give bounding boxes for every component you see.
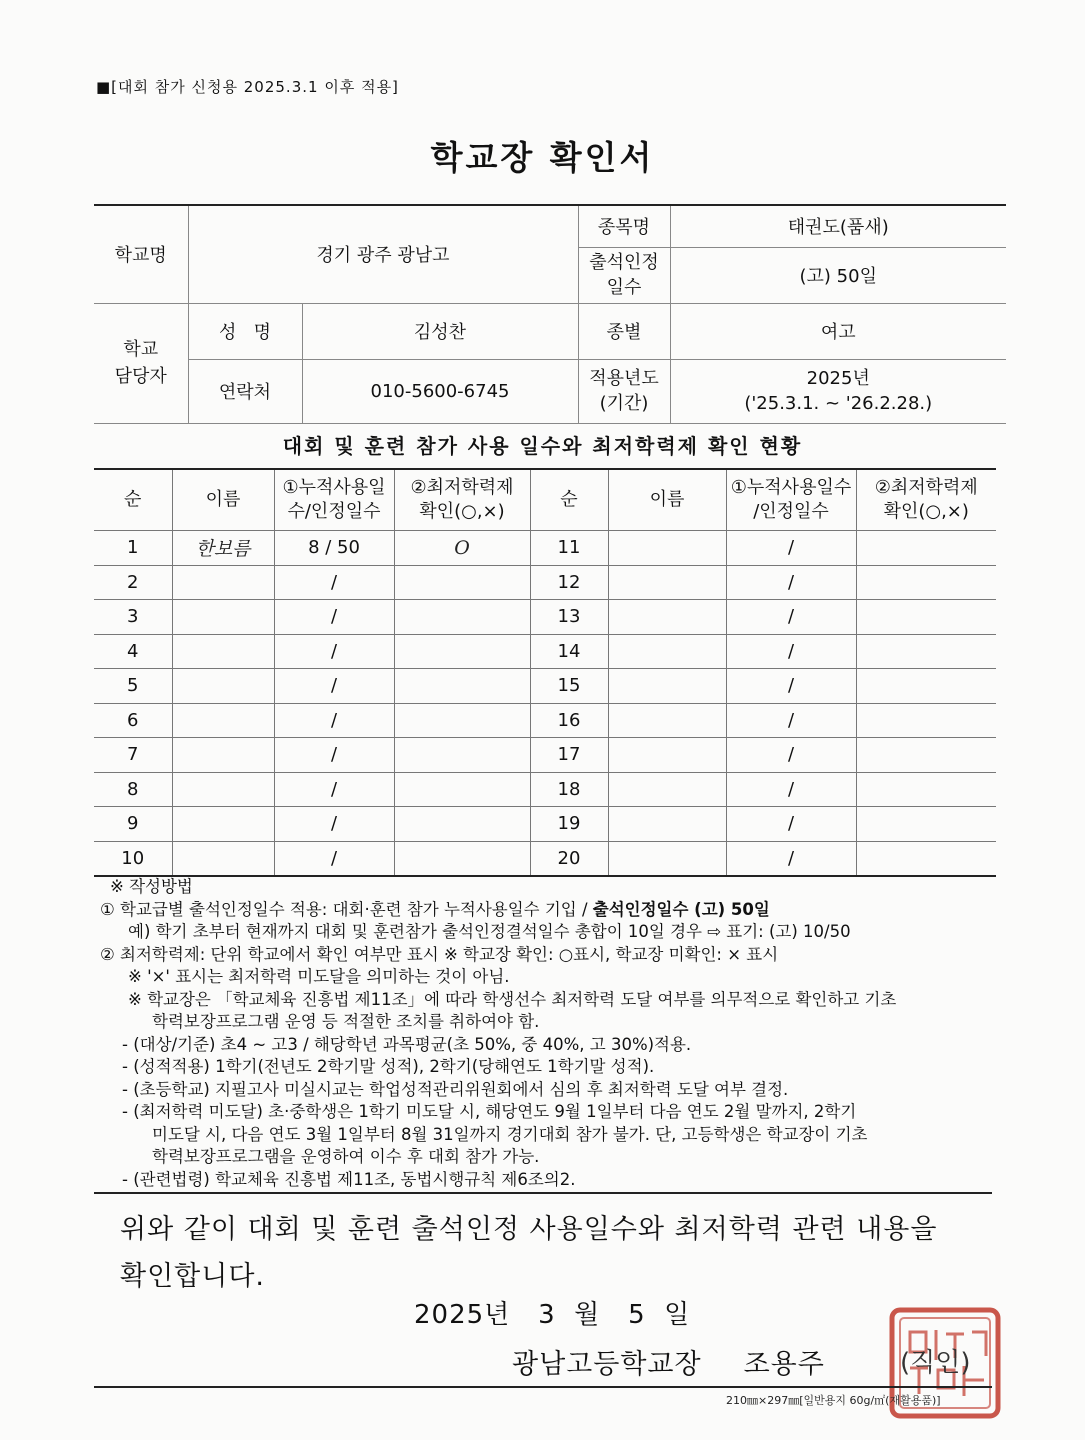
name-value: 김성찬: [302, 303, 578, 359]
cell-chk: [394, 738, 530, 773]
cell-chk: [856, 703, 996, 738]
detail-4b: 미도달 시, 다음 연도 3월 1일부터 8월 31일까지 경기대회 참가 불가. 단, 고등학생은 학교장이 기초: [152, 1124, 868, 1144]
cell-chk: [394, 772, 530, 807]
info-table: [94, 204, 1006, 424]
table-row: [94, 531, 996, 566]
cell-chk: [394, 841, 530, 876]
note-2-x: ※ '×' 표시는 최저학력 미도달을 의미하는 것이 아님.: [128, 967, 510, 986]
cell-chk: [856, 565, 996, 600]
date-month: 3: [538, 1300, 556, 1330]
cell-days: /: [274, 738, 394, 773]
cell-name: [608, 669, 726, 704]
divider: [94, 1386, 992, 1388]
cell-days: /: [726, 600, 856, 635]
cell-days: /: [274, 772, 394, 807]
col-header: 이름: [172, 469, 274, 531]
cell-name: [172, 634, 274, 669]
cell-days: /: [726, 738, 856, 773]
cell-chk: [394, 634, 530, 669]
table-row: [94, 669, 996, 704]
col-header: 순: [530, 469, 608, 531]
participant-table: [94, 468, 996, 877]
cell-n: 11: [530, 531, 608, 566]
col-header: ②최저학력제 확인(○,×): [394, 469, 530, 531]
note-2-law-2: 학력보장프로그램 운영 등 적절한 조치를 취하여야 함.: [152, 1012, 540, 1031]
note-2-law-1: ※ 학교장은 「학교체육 진흥법 제11조」에 따라 학생선수 최저학력 도달 여부를 의무적으로 확인하고 기초: [128, 989, 897, 1009]
cell-n: 20: [530, 841, 608, 876]
cell-chk: [856, 772, 996, 807]
cell-name: [172, 772, 274, 807]
cell-chk: [394, 600, 530, 635]
cell-chk: [856, 669, 996, 704]
cell-n: 1: [94, 531, 172, 566]
signer: [512, 1342, 825, 1381]
notes-heading: ※ 작성방법: [110, 877, 193, 896]
attendance-label: 출석인정 일수: [578, 247, 670, 303]
col-header: 순: [94, 469, 172, 531]
cell-n: 16: [530, 703, 608, 738]
detail-2: - (성적적용) 1학기(전년도 2학기말 성적), 2학기(당해연도 1학기말 성적).: [122, 1057, 655, 1076]
manager-label: 학교 담당자: [94, 303, 188, 423]
cell-name: [608, 807, 726, 842]
cell-chk: [394, 669, 530, 704]
cell-chk: [856, 807, 996, 842]
table-row: [94, 738, 996, 773]
date-day-unit: 일: [664, 1300, 691, 1330]
attendance-value: (고) 50일: [670, 247, 1006, 303]
cell-days: /: [726, 634, 856, 669]
cell-chk: [394, 807, 530, 842]
cell-days: /: [274, 669, 394, 704]
detail-4a: - (최저학력 미도달) 초·중학생은 1학기 미도달 시, 해당연도 9월 1일부터 다음 연도 2월 말까지, 2학기: [122, 1102, 857, 1121]
cell-name: [172, 565, 274, 600]
cell-days: /: [726, 841, 856, 876]
cell-name: 한보름: [172, 531, 274, 566]
detail-1: - (대상/기준) 초4 ~ 고3 / 해당학년 과목평균(초 50%, 중 40%, 고 30%)적용.: [122, 1034, 692, 1054]
cell-n: 7: [94, 738, 172, 773]
cell-chk: O: [394, 531, 530, 566]
cell-n: 9: [94, 807, 172, 842]
cell-chk: [856, 531, 996, 566]
cell-chk: [394, 703, 530, 738]
signer-name: 조용주: [743, 1349, 825, 1380]
detail-4c: 학력보장프로그램을 운영하여 이수 후 대회 참가 가능.: [152, 1147, 540, 1166]
cell-days: /: [274, 565, 394, 600]
cell-n: 18: [530, 772, 608, 807]
table-row: [94, 807, 996, 842]
table-row: [94, 703, 996, 738]
name-label: 성 명: [188, 303, 302, 359]
cell-name: [608, 738, 726, 773]
year-label: 적용년도 (기간): [578, 359, 670, 423]
cell-n: 14: [530, 634, 608, 669]
cell-n: 19: [530, 807, 608, 842]
cell-name: [608, 600, 726, 635]
school-label: 학교명: [94, 205, 188, 303]
note-1: [100, 899, 1000, 922]
status-section-title: 대회 및 훈련 참가 사용 일수와 최저학력제 확인 현황: [282, 434, 803, 458]
form-header-note: ■[대회 참가 신청용 2025.3.1 이후 적용]: [96, 78, 399, 96]
table-row: [94, 772, 996, 807]
col-header: ①누적사용일 수/인정일수: [274, 469, 394, 531]
cell-name: [172, 841, 274, 876]
cell-days: /: [726, 565, 856, 600]
cell-n: 2: [94, 565, 172, 600]
table-row: [94, 841, 996, 876]
cell-name: [608, 841, 726, 876]
col-header: 이름: [608, 469, 726, 531]
sport-label: 종목명: [578, 205, 670, 247]
cell-n: 10: [94, 841, 172, 876]
document-title: 학교장 확인서: [430, 138, 655, 177]
cell-days: 8 / 50: [274, 531, 394, 566]
sport-value: 태권도(품새): [670, 205, 1006, 247]
cell-n: 12: [530, 565, 608, 600]
confirmation-statement: [120, 1206, 1000, 1300]
cell-days: /: [726, 772, 856, 807]
year-cell: [670, 359, 1006, 423]
divider: [94, 1192, 992, 1194]
note-1-emphasis: 출석인정일수 (고) 50일: [592, 899, 770, 919]
cell-n: 8: [94, 772, 172, 807]
table-row: [94, 600, 996, 635]
cell-days: /: [274, 634, 394, 669]
cell-days: /: [274, 841, 394, 876]
period-value: ('25.3.1. ~ '26.2.28.): [744, 393, 933, 414]
cell-n: 4: [94, 634, 172, 669]
cell-days: /: [274, 600, 394, 635]
col-header: ②최저학력제 확인(○,×): [856, 469, 996, 531]
cell-chk: [394, 565, 530, 600]
cell-days: /: [726, 531, 856, 566]
cell-name: [608, 565, 726, 600]
cell-n: 17: [530, 738, 608, 773]
cell-days: /: [726, 807, 856, 842]
cell-days: /: [274, 807, 394, 842]
cell-chk: [856, 634, 996, 669]
cell-chk: [856, 738, 996, 773]
table-row: [94, 634, 996, 669]
note-2: ② 최저학력제: 단위 학교에서 확인 여부만 표시 ※ 학교장 확인: ○표시, 학교장 미확인: × 표시: [100, 944, 779, 964]
seal-label: (직인): [900, 1348, 971, 1378]
cell-n: 13: [530, 600, 608, 635]
date-month-unit: 월: [574, 1300, 601, 1330]
col-header: ①누적사용일수 /인정일수: [726, 469, 856, 531]
cell-chk: [856, 600, 996, 635]
cell-n: 15: [530, 669, 608, 704]
cell-days: /: [726, 703, 856, 738]
cell-n: 5: [94, 669, 172, 704]
year-value: 2025년: [806, 367, 870, 389]
issue-date: [414, 1294, 690, 1331]
note-1-example: 예) 학기 초부터 현재까지 대회 및 훈련참가 출석인정결석일수 총합이 10일 경우 ⇨ 표기: (고) 10/50: [128, 922, 851, 941]
cell-days: /: [726, 669, 856, 704]
confirm-line-2: 확인합니다.: [120, 1261, 265, 1292]
date-year: 2025년: [414, 1300, 511, 1330]
cell-n: 6: [94, 703, 172, 738]
contact-label: 연락처: [188, 359, 302, 423]
cell-name: [608, 531, 726, 566]
cell-name: [172, 669, 274, 704]
category-value: 여고: [670, 303, 1006, 359]
category-label: 종별: [578, 303, 670, 359]
date-day: 5: [628, 1300, 646, 1330]
detail-3: - (초등학교) 지필고사 미실시교는 학업성적관리위원회에서 심의 후 최저학력 도달 여부 결정.: [122, 1079, 789, 1099]
table-header-row: [94, 469, 996, 531]
cell-n: 3: [94, 600, 172, 635]
cell-name: [172, 600, 274, 635]
table-row: [94, 565, 996, 600]
signer-title: 광남고등학교장: [512, 1349, 702, 1380]
writing-instructions: [100, 876, 1000, 1191]
confirm-line-1: 위와 같이 대회 및 훈련 출석인정 사용일수와 최저학력 관련 내용을: [120, 1214, 938, 1245]
cell-name: [172, 703, 274, 738]
cell-name: [608, 772, 726, 807]
school-value: 경기 광주 광남고: [188, 205, 578, 303]
cell-name: [608, 634, 726, 669]
cell-days: /: [274, 703, 394, 738]
cell-name: [172, 807, 274, 842]
cell-chk: [856, 841, 996, 876]
contact-value: 010-5600-6745: [302, 359, 578, 423]
detail-5: - (관련법령) 학교체육 진흥법 제11조, 동법시행규칙 제6조의2.: [122, 1169, 576, 1189]
cell-name: [172, 738, 274, 773]
cell-name: [608, 703, 726, 738]
note-1-text: ① 학교급별 출석인정일수 적용: 대회·훈련 참가 누적사용일수 기입 /: [100, 899, 593, 919]
paper-spec-note: 210㎜×297㎜[일반용지 60g/㎡(재활용품)]: [726, 1394, 941, 1407]
